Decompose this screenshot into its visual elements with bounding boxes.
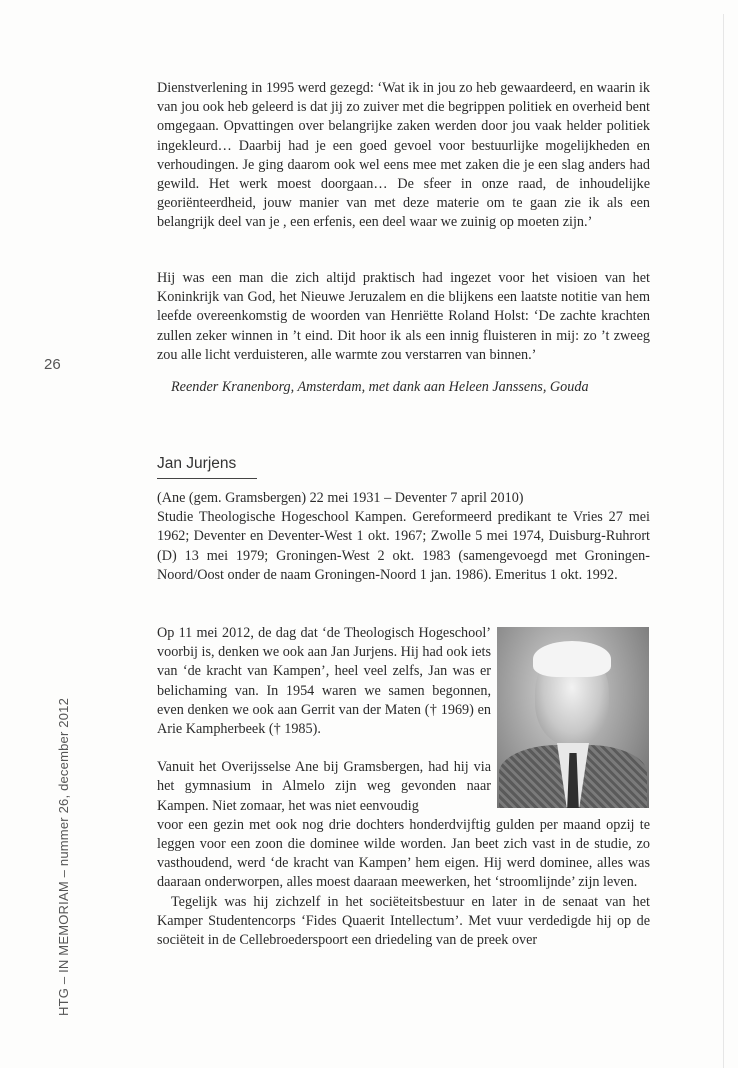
portrait-photo	[497, 627, 649, 808]
article-bio	[157, 489, 650, 585]
body-paragraph: Op 11 mei 2012, de dag dat ‘de Theologisch Hogeschool’ voorbij is, denken we ook aan Jan Jurjens. Hij had ook iets van ‘de kracht van Kampen’, heel veel zelfs, Jan was er belichaming van. In 1954 waren we samen begonnen, even denken we ook aan Gerrit van der Maten († 1969) en Arie Kampherbeek († 1985).	[157, 625, 491, 738]
previous-article-paragraph-2	[157, 269, 650, 365]
bio-dates: (Ane (gem. Gramsbergen) 22 mei 1931 – Deventer 7 april 2010)	[157, 490, 524, 506]
page-number: 26	[44, 356, 61, 373]
article-heading: Jan Jurjens	[157, 455, 237, 472]
previous-article-signature	[157, 378, 650, 397]
body-paragraph: Dienstverlening in 1995 werd gezegd: ‘Wat ik in jou zo heb gewaardeerd, en waarin ik van jou ook heb geleerd is dat jij zo zuiver met die begrippen politiek en overheid bent omgegaan. Opvattingen over belangrijke zaken werden door jou vaak helder politiek ingekleurd… Daarbij had je een goed gevoel voor bestuurlijke mogelijkheden en verhoudingen. Je ging daarom ook wel eens mee met zaken die je een slag anders had gewild. Het werk moest doorgaan… De sfeer in onze raad, de inhoudelijke georiënteerdheid, jouw manier van met deze materie om te gaan zie ik als een belangrijk deel van je , een erfenis, een deel waar we zuinig op moeten zijn.’	[157, 80, 650, 231]
running-footer: HTG – IN MEMORIAM – nummer 26, december 2012	[56, 697, 71, 1016]
portrait-hair	[533, 641, 611, 677]
heading-underline	[157, 478, 257, 479]
body-paragraph: Vanuit het Overijsselse Ane bij Gramsbergen, had hij via het gymnasium in Almelo zijn weg gevonden naar Kampen. Niet zomaar, het was niet eenvoudig	[157, 759, 491, 814]
page-edge-line	[723, 14, 724, 1068]
bio-career: Studie Theologische Hogeschool Kampen. Gereformeerd predikant te Vries 27 mei 1962; Deventer en Deventer-West 1 okt. 1967; Zwolle 5 mei 1974, Duisburg-Ruhrort (D) 13 mei 1979; Groningen-West 2 okt. 1983 (samengevoegd met Groningen-Noord/Oost onder de naam Groningen-Noord 1 jan. 1986). Emeritus 1 okt. 1992.	[157, 509, 650, 583]
body-paragraph-continued: voor een gezin met ook nog drie dochters honderdvijftig gulden per maand opzij te leggen voor een zoon die dominee wilde worden. Jan beet zich vast in de studie, zo vasthoudend, werd ‘de kracht van Kampen’ hem eigen. Hij werd dominee, alles was daaraan onderworpen, alles moest daaraan meewerken, het ‘stroomlijnde’ zijn leven.	[157, 816, 650, 891]
body-paragraph: Hij was een man die zich altijd praktisch had ingezet voor het visioen van het Koninkrijk van God, het Nieuwe Jeruzalem en die blijkens een laatste notitie van hem leefde overeenkomstig de woorden van Henriëtte Roland Holst: ‘De zachte krachten zullen zeker winnen in ’t eind. Dit hoor ik als een innig fluisteren in mij: zo ’t zweeg zou alle licht verduisteren, alle warmte zou verstarren van binnen.’	[157, 270, 650, 363]
body-paragraph: Tegelijk was hij zichzelf in het sociëteitsbestuur en later in de senaat van het Kamper Studentencorps ‘Fides Quaerit Intellectum’. Met vuur verdedigde hij op de sociëteit in de Cellebroederspoort een driedeling van de preek over	[157, 893, 650, 949]
author-signature: Reender Kranenborg, Amsterdam, met dank aan Heleen Janssens, Gouda	[171, 379, 589, 395]
previous-article-paragraph-1	[157, 79, 650, 233]
